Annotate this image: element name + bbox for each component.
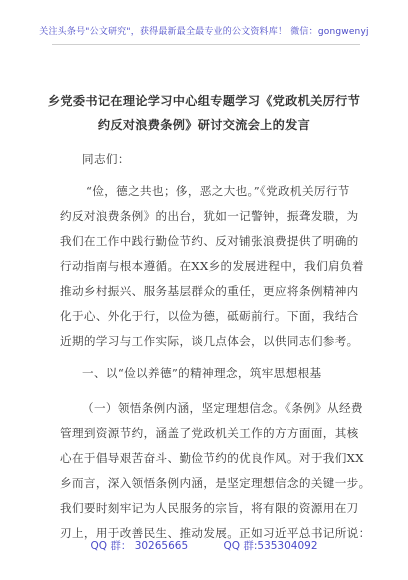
paragraph-line: 近期的学习与工作实际，谈几点体会，以供同志们参考。	[60, 334, 359, 348]
paragraph-line: （一）领悟条例内涵，坚定理想信念。《条例》从经费	[82, 401, 363, 415]
paragraph-line: 推动乡村振兴、服务基层群众的重任，更应将条例精神内	[60, 284, 359, 298]
salutation: 同志们：	[82, 152, 130, 166]
footer-qq-group-2: QQ 群:535304092	[223, 540, 318, 552]
paragraph-line: 行动指南与根本遵循。在XX乡的发展进程中，我们肩负着	[60, 259, 364, 273]
paragraph-line: 管理到资源节约，涵盖了党政机关工作的方方面面，其核	[60, 426, 359, 440]
paragraph-line: 刃上，用于改善民生、推动发展。正如习近平总书记所说：	[60, 526, 371, 540]
section-heading: 一、以“俭以养德”的精神理念，筑牢思想根基	[82, 366, 322, 380]
paragraph-line: 我们要时刻牢记为人民服务的宗旨，将有限的资源用在刀	[60, 501, 359, 515]
paragraph-line: 约反对浪费条例》的出台，犹如一记警钟，振聋发聩，为	[60, 209, 359, 223]
header-promo-text: 关注头条号"公文研究"，获得最新最全最专业的公文资料库！ 微信：gongwenyj	[39, 27, 369, 37]
paragraph-line: 乡而言，深入领悟条例内涵，是坚定理想信念的关键一步。	[60, 476, 371, 490]
paragraph-line: 心在于倡导艰苦奋斗、勤俭节约的优良作风。对于我们XX	[60, 451, 364, 465]
footer-contact	[0, 538, 408, 553]
document-title-line-1: 乡党委书记在理论学习中心组专题学习《党政机关厉行节	[47, 94, 361, 108]
paragraph-line: 我们在工作中践行勤俭节约、反对铺张浪费提供了明确的	[60, 234, 359, 248]
header-divider	[52, 44, 360, 45]
paragraph-line: “俭，德之共也；侈，恶之大也。”《党政机关厉行节	[86, 184, 350, 198]
document-title-line-2: 约反对浪费条例》研讨交流会上的发言	[97, 118, 311, 132]
paragraph-line: 化于心、外化于行，以俭为德，砥砺前行。下面，我结合	[60, 309, 359, 323]
footer-qq-group-1: QQ 群： 30265665	[90, 540, 189, 552]
